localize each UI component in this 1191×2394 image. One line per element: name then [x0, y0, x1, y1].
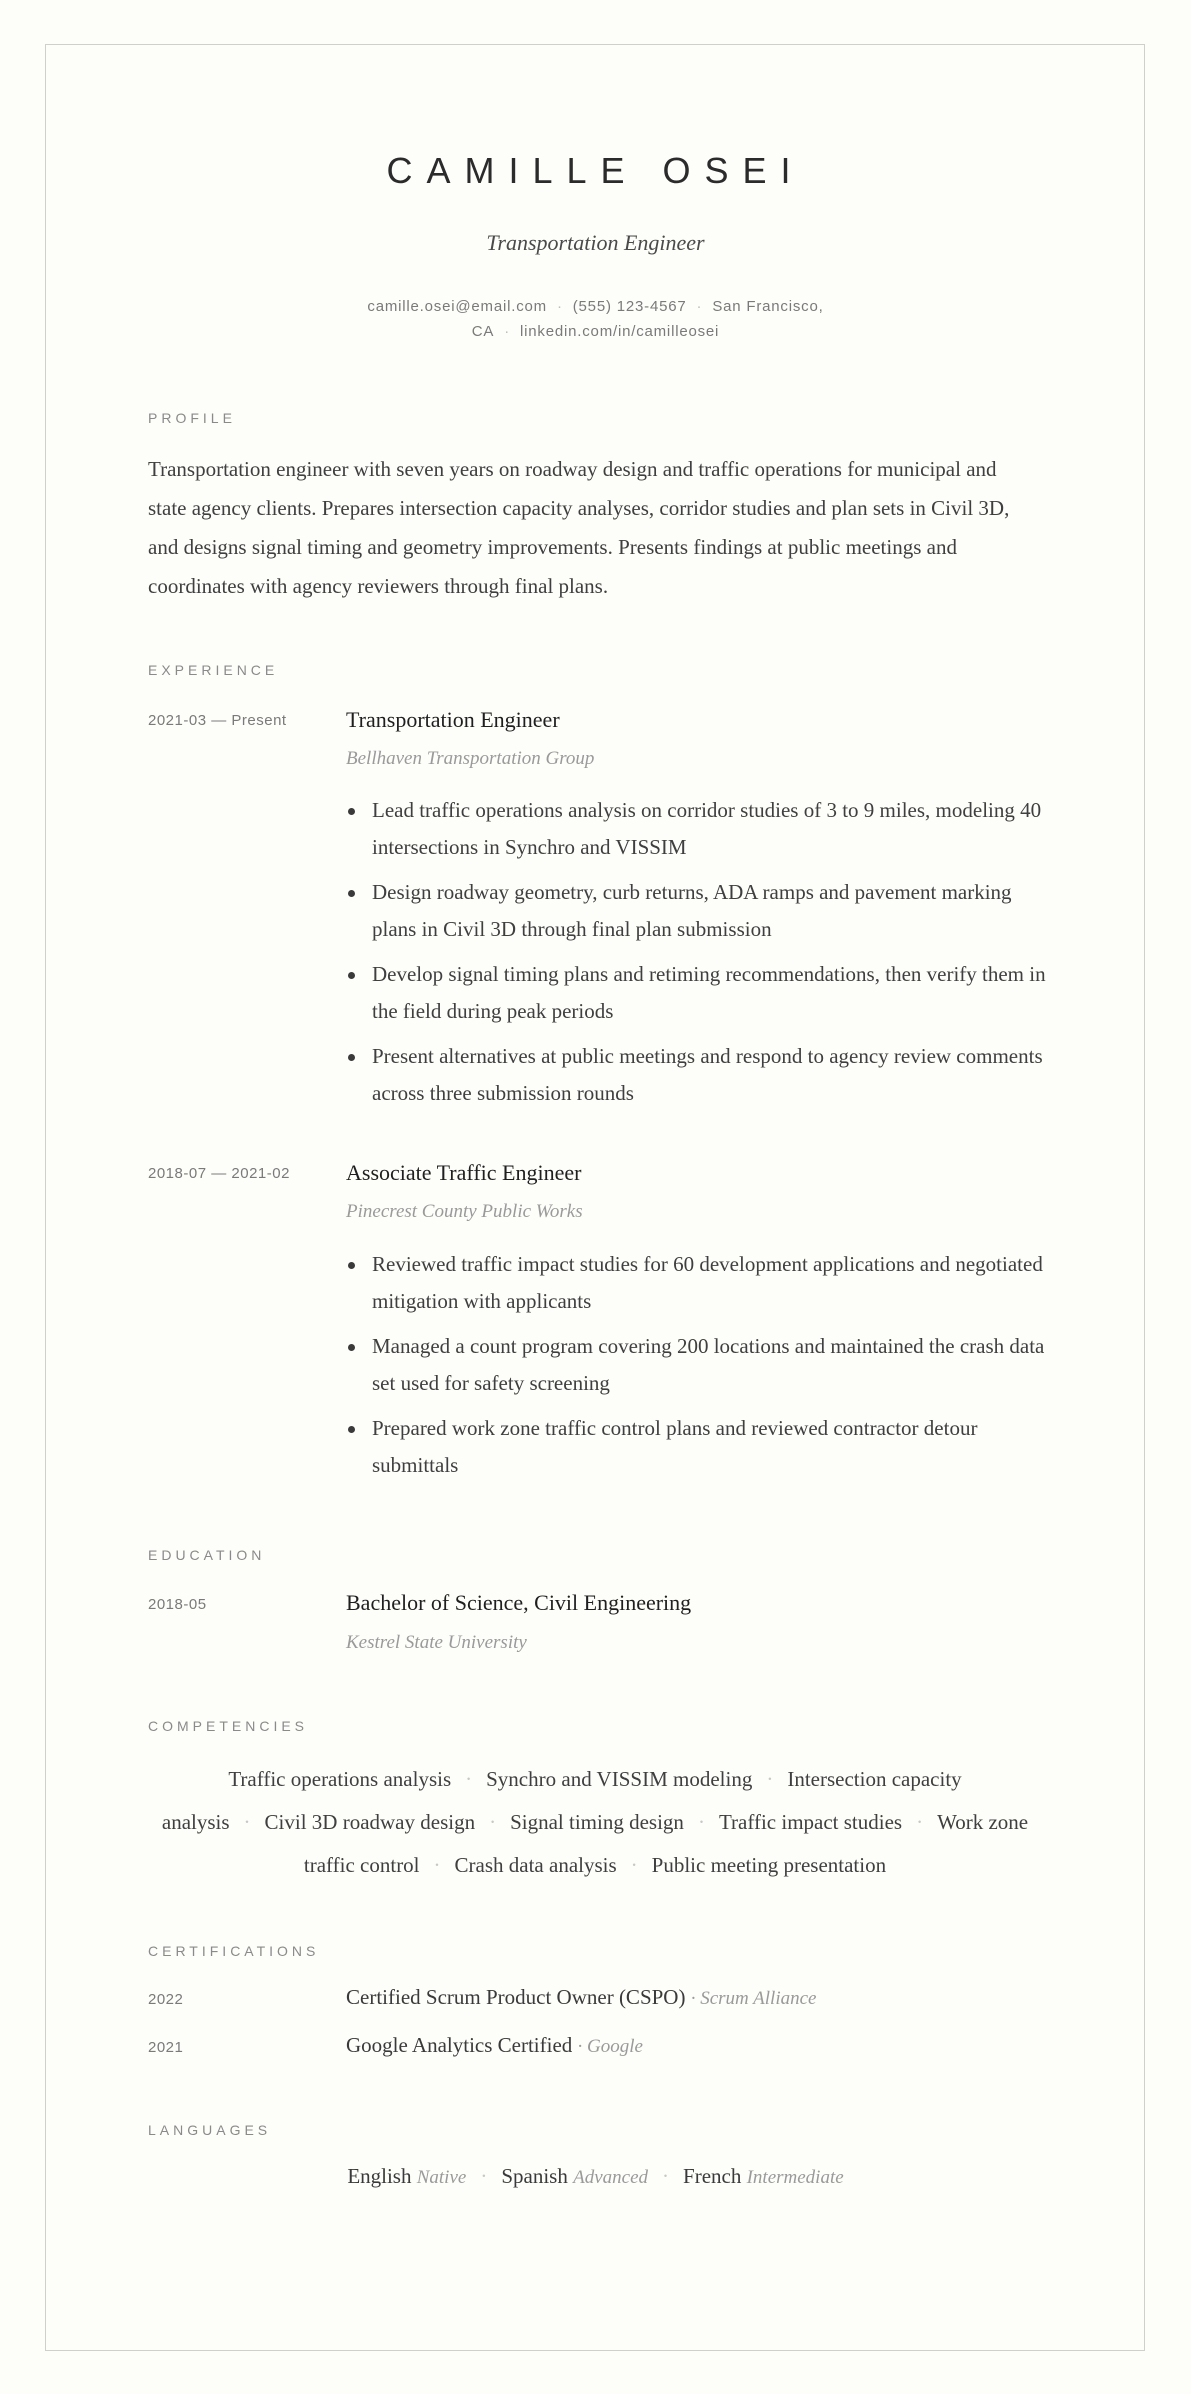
bullet-item: Design roadway geometry, curb returns, ADA ramps and pavement marking plans in Civil 3D through final plan submission: [346, 874, 1046, 948]
bullet-item: Managed a count program covering 200 locations and maintained the crash data set used for safety screening: [346, 1328, 1046, 1402]
job-dates: 2018-07 — 2021-02: [148, 1165, 290, 1182]
language-name: English: [347, 2164, 412, 2188]
job-dates: 2021-03 — Present: [148, 712, 287, 729]
certifications-heading: CERTIFICATIONS: [148, 1943, 320, 1959]
job-title: Associate Traffic Engineer: [346, 1160, 582, 1185]
competencies-heading: COMPETENCIES: [148, 1718, 309, 1734]
candidate-name: CAMILLE OSEI: [386, 150, 805, 191]
competencies-list: Traffic operations analysis · Synchro and VISSIM modeling · Intersection capacity analysis · Civil 3D roadway design · Signal timing design · Traffic impact studies · Work zone traffic control · Crash data analysis · Public meeting presentation: [161, 1767, 1029, 1877]
location-state: CA: [471, 323, 495, 340]
linkedin-link[interactable]: linkedin.com/in/camilleosei: [520, 323, 720, 340]
phone-number: (555) 123-4567: [572, 298, 687, 315]
job-organization: Bellhaven Transportation Group: [346, 748, 595, 769]
education-date: 2018-05: [148, 1596, 207, 1613]
competency-item: Crash data analysis: [454, 1853, 617, 1877]
experience-heading: EXPERIENCE: [148, 662, 279, 678]
languages-heading: LANGUAGES: [148, 2122, 272, 2138]
bullet-item: Prepared work zone traffic control plans and reviewed contractor detour submittals: [346, 1410, 1046, 1484]
competency-item: Traffic operations analysis: [228, 1767, 452, 1791]
language-level: Native: [416, 2167, 467, 2188]
bullet-item: Lead traffic operations analysis on corridor studies of 3 to 9 miles, modeling 40 intersections in Synchro and VISSIM: [346, 792, 1046, 866]
candidate-role: Transportation Engineer: [486, 230, 705, 255]
school-name: Kestrel State University: [346, 1632, 527, 1653]
job-bullets: [346, 792, 1046, 1120]
cert-issuer: · Google: [577, 2036, 643, 2057]
competency-item: Work zone traffic control: [303, 1810, 1029, 1877]
languages-list: English Native · Spanish Advanced · French Intermediate: [347, 2164, 844, 2188]
competency-item: Intersection capacity analysis: [161, 1767, 962, 1834]
degree-title: Bachelor of Science, Civil Engineering: [346, 1590, 692, 1615]
competency-item: Traffic impact studies: [718, 1810, 903, 1834]
bullet-item: Develop signal timing plans and retiming recommendations, then verify them in the field during peak periods: [346, 956, 1046, 1030]
profile-summary: Transportation engineer with seven years on roadway design and traffic operations for municipal and state agency clients. Prepares intersection capacity analyses, corridor studies and plan sets in Civil 3D, and designs signal timing and geometry improvements. Presents findings at public meetings and coordinates with agency reviewers through final plans.: [148, 457, 1010, 598]
job-title: Transportation Engineer: [346, 707, 560, 732]
cert-issuer: · Scrum Alliance: [690, 1988, 817, 2009]
education-heading: EDUCATION: [148, 1547, 266, 1563]
language-level: Intermediate: [746, 2167, 844, 2188]
cert-year: 2021: [148, 2039, 184, 2056]
competency-item: Synchro and VISSIM modeling: [486, 1767, 753, 1791]
bullet-item: Reviewed traffic impact studies for 60 development applications and negotiated mitigation with applicants: [346, 1246, 1046, 1320]
language-level: Advanced: [573, 2167, 649, 2188]
cert-name: Certified Scrum Product Owner (CSPO): [346, 1985, 686, 2009]
competency-item: Civil 3D roadway design: [264, 1810, 476, 1834]
cert-entry: [346, 1985, 816, 2010]
contact-line: camille.osei@email.com · (555) 123-4567 · San Francisco, CA · linkedin.com/in/camilleosei: [367, 298, 824, 340]
cert-entry: [346, 2033, 643, 2058]
profile-heading: PROFILE: [148, 410, 236, 426]
location-city: San Francisco,: [712, 298, 824, 315]
competency-item: Signal timing design: [510, 1810, 684, 1834]
job-organization: Pinecrest County Public Works: [346, 1201, 583, 1222]
competency-item: Public meeting presentation: [651, 1853, 887, 1877]
job-bullets: [346, 1246, 1046, 1492]
language-name: French: [683, 2164, 742, 2188]
email-link[interactable]: camille.osei@email.com: [367, 298, 547, 315]
cert-name: Google Analytics Certified: [346, 2033, 573, 2057]
cert-year: 2022: [148, 1991, 184, 2008]
bullet-item: Present alternatives at public meetings and respond to agency review comments across three submission rounds: [346, 1038, 1046, 1112]
language-name: Spanish: [501, 2164, 568, 2188]
